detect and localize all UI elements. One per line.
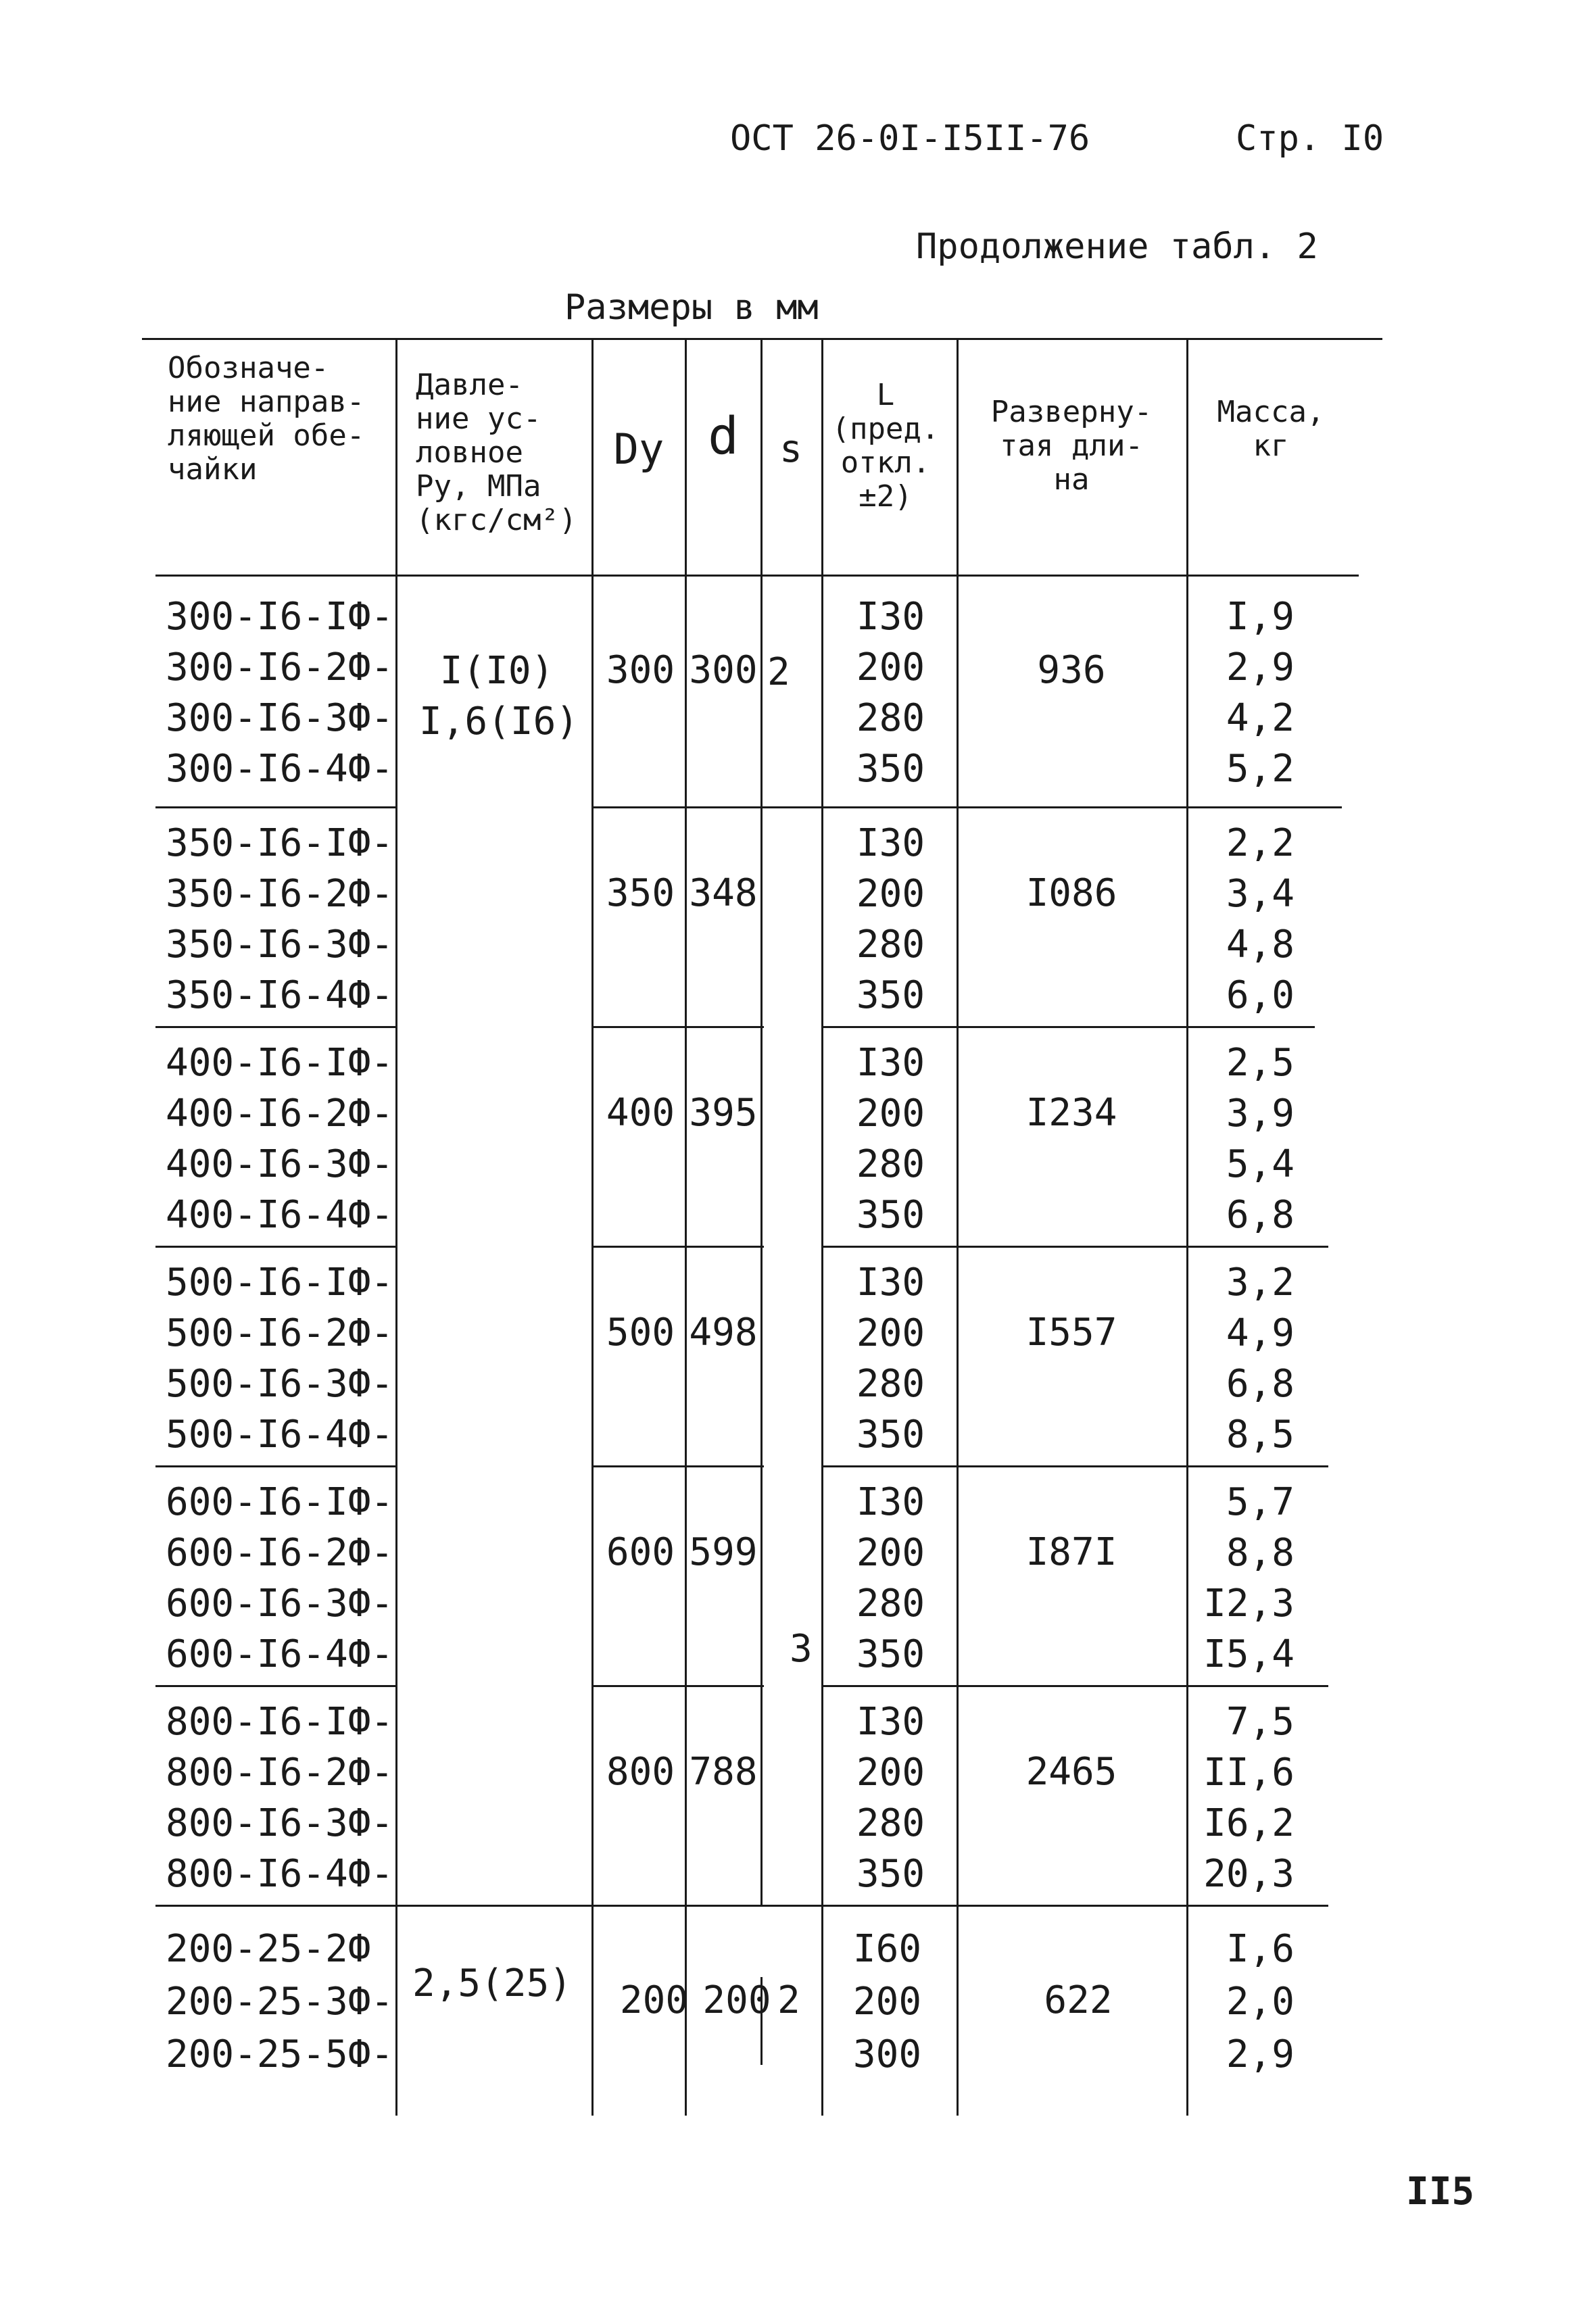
- table-cell-code: 350-I6-3Ф-: [166, 923, 394, 967]
- table-cell-developed: 2465: [1025, 1750, 1117, 1794]
- table-cell-mass: 5,4: [1226, 1142, 1295, 1186]
- table-cell-mass: 2,5: [1226, 1041, 1295, 1085]
- group-800-lengths: [825, 1697, 957, 1899]
- table-cell-mass: 3,9: [1226, 1092, 1295, 1136]
- table-cell-code: 500-I6-3Ф-: [166, 1362, 394, 1406]
- table-cell-developed: 936: [1037, 648, 1106, 692]
- table-cell-d: 300: [689, 648, 758, 692]
- table-cell-dy: 600: [606, 1530, 675, 1574]
- table-cell-mass: 4,8: [1226, 923, 1295, 967]
- table-cell-length: I30: [856, 1261, 925, 1305]
- table-cell-length: 350: [856, 973, 925, 1017]
- group-500-codes: [166, 1257, 393, 1460]
- page-number: II5: [1406, 2170, 1475, 2214]
- table-cell-dy: 300: [606, 648, 675, 692]
- table-cell-d: 788: [689, 1750, 758, 1794]
- s-value-3: 2: [777, 1978, 800, 2022]
- group-350-codes: [166, 818, 393, 1021]
- table-cell-length: 200: [856, 645, 925, 689]
- table-cell-code: 800-I6-3Ф-: [166, 1801, 394, 1845]
- group-400-codes: [166, 1038, 393, 1240]
- table-cell-length: I30: [856, 1041, 925, 1085]
- pressure-group-1: I(I0) I,6(I6): [419, 649, 579, 744]
- units-label: Размеры в мм: [564, 287, 819, 328]
- table-cell-mass: 6,8: [1226, 1362, 1295, 1406]
- column-header-developed-length: [963, 395, 1180, 497]
- table-cell-mass: 8,5: [1226, 1413, 1295, 1457]
- group-400-lengths: [825, 1038, 957, 1240]
- group-200-lengths: [821, 1923, 953, 2081]
- continuation-label: Продолжение табл. 2: [916, 226, 1318, 267]
- table-cell-mass: 2,9: [1226, 645, 1295, 689]
- table-cell-length: 200: [856, 1751, 925, 1795]
- table-cell-length: 280: [856, 1801, 925, 1845]
- group-400-masses: [1193, 1038, 1295, 1240]
- table-cell-mass: 2,2: [1226, 821, 1295, 865]
- table-cell-length: 200: [856, 1531, 925, 1575]
- table-cell-developed: 622: [1044, 1978, 1113, 2022]
- table-cell-d: 498: [689, 1311, 758, 1355]
- group-350-masses: [1193, 818, 1295, 1021]
- table-cell-dy: 350: [606, 871, 675, 915]
- group-600-codes: [166, 1477, 393, 1680]
- table-cell-mass: 2,9: [1226, 2032, 1295, 2076]
- table-cell-dy: 400: [606, 1091, 675, 1135]
- header-mass-text: Масса, кг: [1217, 395, 1325, 463]
- table-cell-mass: 8,8: [1226, 1531, 1295, 1575]
- table-cell-code: 400-I6-3Ф-: [166, 1142, 394, 1186]
- table-cell-length: 280: [856, 696, 925, 740]
- table-cell-code: 400-I6-2Ф-: [166, 1092, 394, 1136]
- table-cell-mass: 3,2: [1226, 1261, 1295, 1305]
- table-cell-code: 800-I6-4Ф-: [166, 1852, 394, 1896]
- pressure-group-2: 2,5(25): [412, 1961, 573, 2005]
- table-cell-code: 500-I6-2Ф-: [166, 1311, 394, 1355]
- column-header-dy: Dу: [613, 424, 664, 474]
- table-cell-dy: 800: [606, 1750, 675, 1794]
- group-800-codes: [166, 1697, 393, 1899]
- column-header-length: [815, 379, 957, 514]
- table-cell-length: I30: [856, 1480, 925, 1524]
- column-header-d: d: [708, 406, 739, 466]
- table-cell-code: 300-I6-2Ф-: [166, 645, 394, 689]
- table-cell-code: 600-I6-IФ-: [166, 1480, 394, 1524]
- column-header-designation: [168, 351, 364, 487]
- table-cell-dy: 200: [619, 1978, 689, 2022]
- column-header-s: s: [779, 427, 802, 471]
- table-cell-dy: 500: [606, 1311, 675, 1355]
- table-cell-length: 350: [856, 747, 925, 791]
- table-cell-length: 200: [856, 1092, 925, 1136]
- table-cell-code: 350-I6-IФ-: [166, 821, 394, 865]
- table-cell-length: 200: [856, 872, 925, 916]
- table-cell-developed: I086: [1025, 871, 1117, 915]
- table-cell-code: 350-I6-2Ф-: [166, 872, 394, 916]
- table-cell-d: 395: [689, 1091, 758, 1135]
- table-cell-code: 600-I6-2Ф-: [166, 1531, 394, 1575]
- table-cell-code: 600-I6-4Ф-: [166, 1632, 394, 1676]
- table-cell-mass: I6,2: [1203, 1801, 1295, 1845]
- group-600-masses: [1193, 1477, 1295, 1680]
- table-cell-length: 280: [856, 1582, 925, 1626]
- header-pressure-text: Давле- ние ус- ловное Pу, МПа (кгс/см²): [416, 368, 577, 537]
- table-cell-code: 200-25-2Ф: [166, 1927, 371, 1971]
- group-800-masses: [1193, 1697, 1295, 1899]
- table-cell-developed: I234: [1025, 1091, 1117, 1135]
- table-cell-mass: 6,0: [1226, 973, 1295, 1017]
- table-cell-length: 200: [856, 1311, 925, 1355]
- table-cell-code: 300-I6-IФ-: [166, 595, 394, 639]
- group-500-masses: [1193, 1257, 1295, 1460]
- group-200-masses: [1193, 1923, 1295, 2081]
- table-cell-code: 400-I6-IФ-: [166, 1041, 394, 1085]
- table-cell-length: I30: [856, 595, 925, 639]
- table-cell-mass: 4,9: [1226, 1311, 1295, 1355]
- header-designation-text: Обозначе- ние направ- ляющей обе- чайки: [168, 351, 365, 487]
- table-cell-mass: I,6: [1226, 1927, 1295, 1971]
- table-cell-mass: 2,0: [1226, 1980, 1295, 2024]
- table-cell-mass: 6,8: [1226, 1193, 1295, 1237]
- table-cell-length: I30: [856, 821, 925, 865]
- table-cell-code: 500-I6-4Ф-: [166, 1413, 394, 1457]
- group-300-masses: [1193, 591, 1295, 794]
- table-cell-code: 800-I6-2Ф-: [166, 1751, 394, 1795]
- table-cell-code: 400-I6-4Ф-: [166, 1193, 394, 1237]
- table-cell-code: 600-I6-3Ф-: [166, 1582, 394, 1626]
- table-cell-code: 300-I6-3Ф-: [166, 696, 394, 740]
- group-300-codes: [166, 591, 393, 794]
- table-cell-length: I30: [856, 1700, 925, 1744]
- table-cell-length: 350: [856, 1632, 925, 1676]
- table-cell-mass: 3,4: [1226, 872, 1295, 916]
- table-cell-developed: I87I: [1025, 1530, 1117, 1574]
- table-cell-code: 350-I6-4Ф-: [166, 973, 394, 1017]
- standard-number: ОСТ 26-0I-I5II-76: [730, 118, 1090, 159]
- table-cell-d: 348: [689, 871, 758, 915]
- table-cell-mass: 20,3: [1203, 1852, 1295, 1896]
- group-300-lengths: [825, 591, 957, 794]
- s-value-1: 2: [767, 650, 790, 694]
- column-header-mass: [1193, 395, 1349, 463]
- table-cell-length: 350: [856, 1413, 925, 1457]
- table-cell-mass: 4,2: [1226, 696, 1295, 740]
- table-cell-d: 200: [702, 1978, 771, 2022]
- group-600-lengths: [825, 1477, 957, 1680]
- table-cell-length: 280: [856, 1142, 925, 1186]
- group-500-lengths: [825, 1257, 957, 1460]
- table-cell-mass: 5,7: [1226, 1480, 1295, 1524]
- header-length-text: L (пред. откл. ±2): [831, 378, 940, 514]
- table-cell-length: 350: [856, 1193, 925, 1237]
- page-label: Стр. I0: [1236, 118, 1384, 159]
- table-cell-length: 280: [856, 1362, 925, 1406]
- table-cell-code: 500-I6-IФ-: [166, 1261, 394, 1305]
- table-cell-code: 300-I6-4Ф-: [166, 747, 394, 791]
- table-cell-mass: II,6: [1203, 1751, 1295, 1795]
- column-header-pressure: [416, 368, 577, 537]
- s-value-2: 3: [790, 1627, 813, 1671]
- header-developed-text: Разверну- тая дли- на: [990, 395, 1153, 497]
- table-cell-mass: 7,5: [1226, 1700, 1295, 1744]
- table-cell-mass: I5,4: [1203, 1632, 1295, 1676]
- table-cell-length: 280: [856, 923, 925, 967]
- group-200-codes: [166, 1923, 393, 2081]
- table-cell-mass: 5,2: [1226, 747, 1295, 791]
- table-cell-code: 200-25-3Ф-: [166, 1980, 394, 2024]
- group-350-lengths: [825, 818, 957, 1021]
- table-cell-length: 200: [852, 1980, 922, 2024]
- table-cell-code: 200-25-5Ф-: [166, 2032, 394, 2076]
- table-cell-developed: I557: [1025, 1311, 1117, 1355]
- table-cell-mass: I2,3: [1203, 1582, 1295, 1626]
- table-cell-d: 599: [689, 1530, 758, 1574]
- table-cell-length: 300: [852, 2032, 922, 2076]
- table-cell-code: 800-I6-IФ-: [166, 1700, 394, 1744]
- table-cell-mass: I,9: [1226, 595, 1295, 639]
- table-cell-length: I60: [852, 1927, 922, 1971]
- table-cell-length: 350: [856, 1852, 925, 1896]
